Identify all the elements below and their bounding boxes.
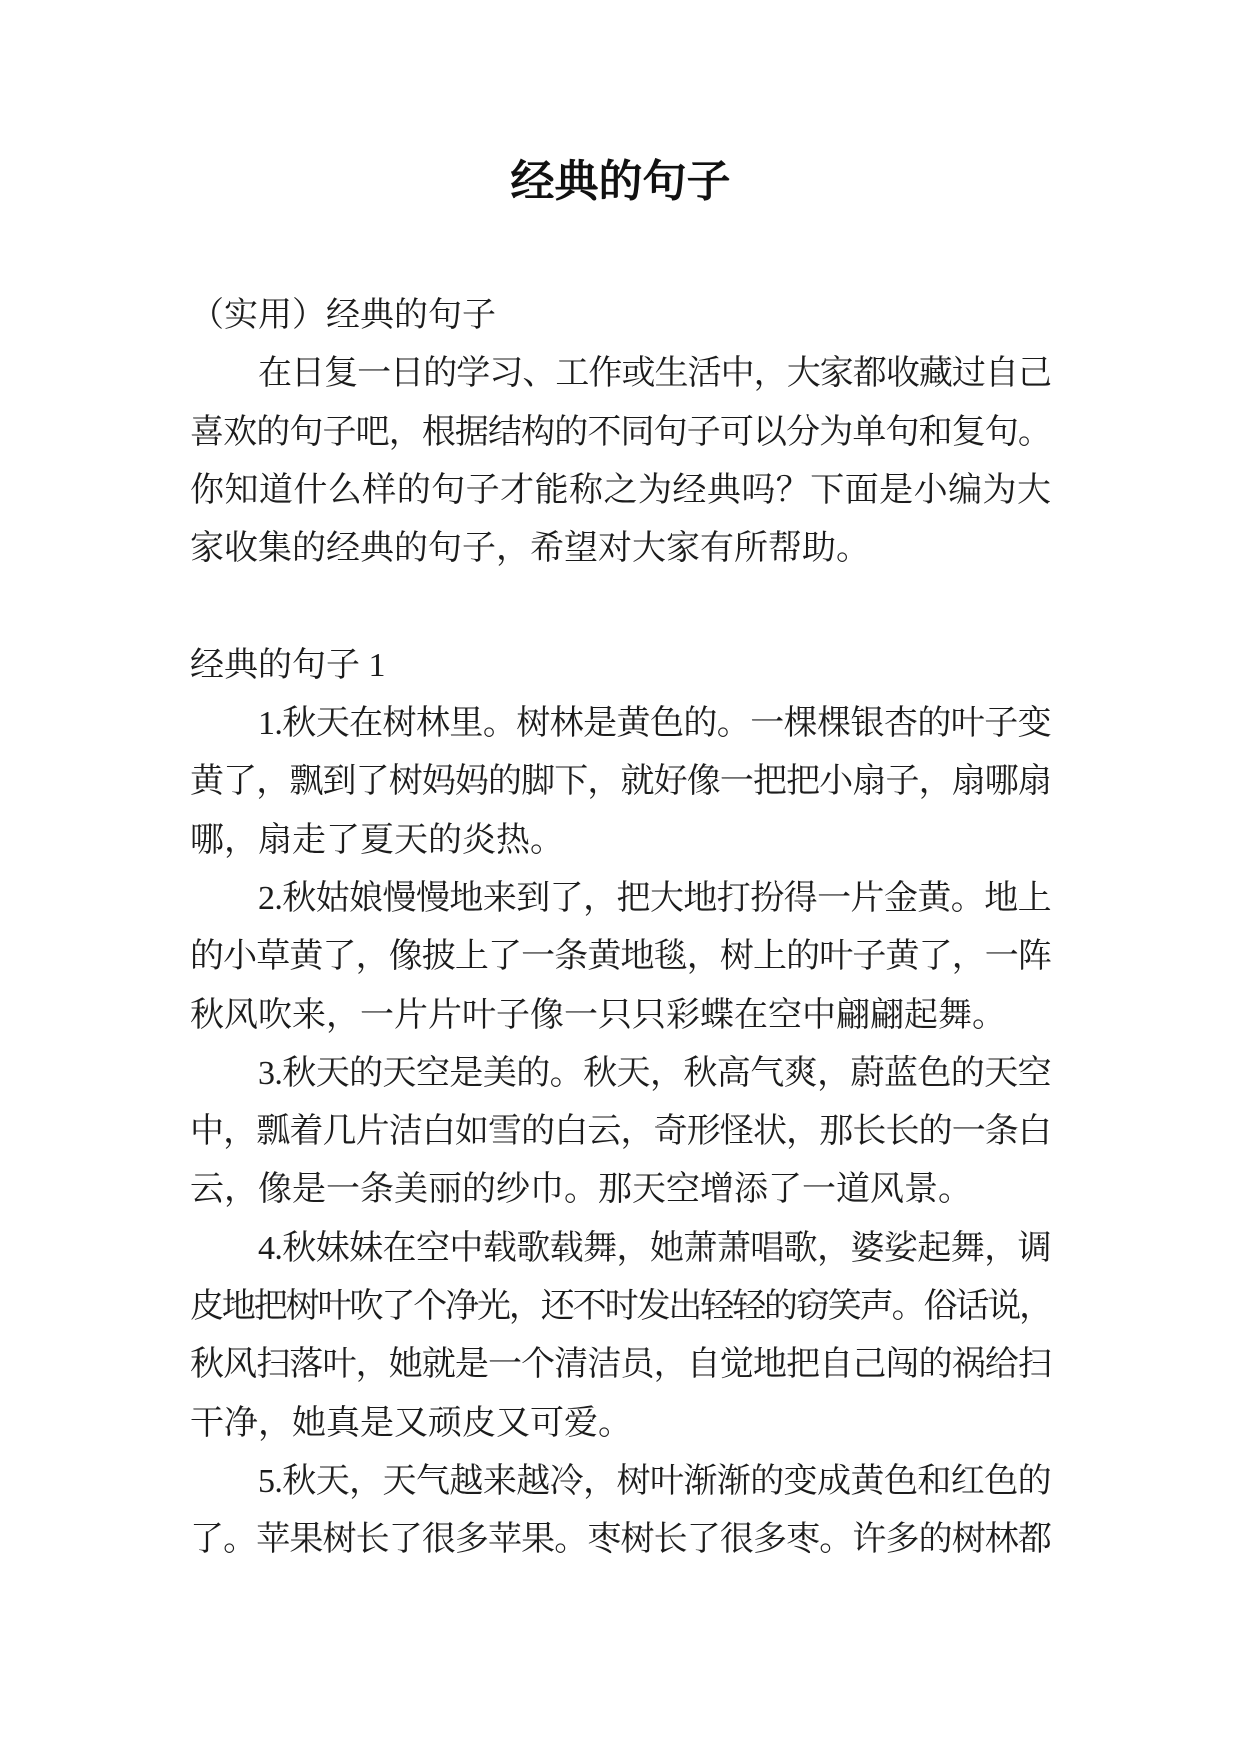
blank-line (190, 578, 1051, 636)
paragraph-line: 喜欢的句子吧，根据结构的不同句子可以分为单句和复句。 (190, 413, 1051, 451)
paragraph-line: 哪，扇走了夏天的炎热。 (190, 821, 564, 859)
paragraph-line: 干净，她真是又顽皮又可爱。 (190, 1404, 632, 1442)
paragraph-line: 中，瓢着几片洁白如雪的白云，奇形怪状，那长长的一条白 (190, 1113, 1051, 1151)
paragraph-line: 秋风扫落叶，她就是一个清洁员，自觉地把自己闯的祸给扫 (190, 1346, 1051, 1384)
list-item-3 (190, 1045, 1051, 1220)
list-item-5 (190, 1453, 1051, 1570)
paragraph-line: 秋风吹来，一片片叶子像一只只彩蝶在空中翩翩起舞。 (190, 996, 1006, 1034)
list-item-1 (190, 695, 1051, 870)
paragraph-line: 你知道什么样的句子才能称之为经典吗？下面是小编为大 (190, 471, 1051, 509)
document-body (190, 287, 1051, 1570)
paragraph-line: 皮地把树叶吹了个净光，还不时发出轻轻的窃笑声。俗话说， (190, 1288, 1051, 1326)
paragraph-line: 5.秋天，天气越来越冷，树叶渐渐的变成黄色和红色的 (258, 1462, 1051, 1500)
paragraph-line: 4.秋妹妹在空中载歌载舞，她萧萧唱歌，婆娑起舞，调 (258, 1229, 1051, 1267)
subtitle-line: （实用）经典的句子 (190, 297, 496, 334)
paragraph-line: 云，像是一条美丽的纱巾。那天空增添了一道风景。 (190, 1171, 972, 1209)
paragraph-line: 了。苹果树长了很多苹果。枣树长了很多枣。许多的树林都 (190, 1521, 1051, 1559)
list-item-2 (190, 870, 1051, 1045)
paragraph-line: 1.秋天在树林里。树林是黄色的。一棵棵银杏的叶子变 (258, 705, 1051, 743)
paragraph-line: 在日复一日的学习、工作或生活中，大家都收藏过自己 (258, 355, 1051, 393)
paragraph-line: 黄了，飘到了树妈妈的脚下，就好像一把把小扇子，扇哪扇 (190, 763, 1051, 801)
list-item-4 (190, 1220, 1051, 1453)
section-heading: 经典的句子 1 (190, 646, 386, 684)
paragraph-line: 3.秋天的天空是美的。秋天，秋高气爽，蔚蓝色的天空 (258, 1054, 1051, 1092)
paragraph-line: 2.秋姑娘慢慢地来到了，把大地打扮得一片金黄。地上 (258, 879, 1051, 917)
paragraph-line: 家收集的经典的句子，希望对大家有所帮助。 (190, 530, 870, 568)
paragraph-line: 的小草黄了，像披上了一条黄地毯，树上的叶子黄了，一阵 (190, 938, 1051, 976)
section-1 (190, 637, 1051, 1570)
page-title: 经典的句子 (510, 156, 731, 207)
intro-paragraph (190, 345, 1051, 578)
